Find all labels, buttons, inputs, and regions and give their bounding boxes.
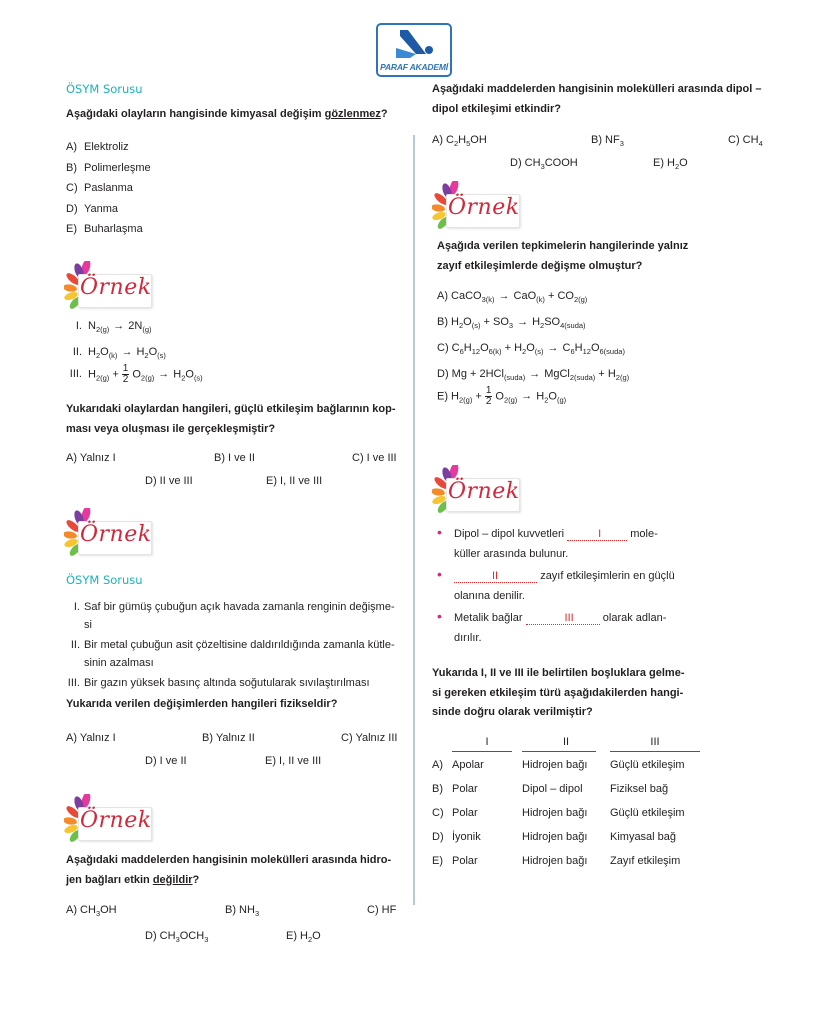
q5-option-d[interactable]: D) $CH_3COOH$ <box>510 157 578 171</box>
bullet-text: dırılır. <box>454 632 482 644</box>
q1-question-mark: ? <box>380 108 388 120</box>
statement-line: Bir gazın yüksek basınç altında soğutularak sıvılaştırılması <box>84 677 370 689</box>
ornek-badge <box>64 508 154 556</box>
row-letter: D) <box>432 831 444 843</box>
q6-question-line2: zayıf etkileşimlerde değişme olmuştur? <box>437 259 643 272</box>
option-letter: E) <box>437 390 448 403</box>
option-letter: B) <box>437 316 448 328</box>
q6-option-a[interactable]: A) CaCO$_{3(k)}$ → $CaO_{(k)} + CO_{2(g)}$ <box>437 290 588 304</box>
bullet-text: Metalik bağlar <box>454 612 523 624</box>
paraf-akademi-logo <box>376 23 452 77</box>
q6-option-b[interactable]: B) $H_2O_{(s)} + SO_3 \to H_2SO_{4(suda)}$ <box>437 316 586 330</box>
q3-statement-3 <box>66 674 401 692</box>
option-letter: E) <box>66 223 77 235</box>
option-letter: A) <box>437 290 448 302</box>
q2-option-d[interactable]: D) II ve III <box>145 475 193 487</box>
q3-option-c[interactable]: C) Yalnız III <box>341 732 398 744</box>
cell: Hidrojen bağı <box>522 855 588 867</box>
osym-sorusu-label: ÖSYM Sorusu <box>66 82 143 96</box>
bullet-text: küller arasında bulunur. <box>454 548 569 560</box>
cell: Hidrojen bağı <box>522 807 588 819</box>
bullet-icon: • <box>437 566 442 582</box>
q2-statement-2: II. $H_2O_{(k)} \to H_2O_{(s)}$ <box>66 346 166 358</box>
q4-option-a[interactable]: A) $CH_3OH$ <box>66 904 117 918</box>
bullet-text: Dipol – dipol kuvvetleri <box>454 528 565 540</box>
q2-question <box>66 400 395 439</box>
blank-III[interactable] <box>526 612 600 625</box>
option-letter: D) <box>437 368 449 380</box>
q4-question-line2 <box>66 871 398 891</box>
statement-line: Bir metal çubuğun asit çözeltisine daldırıldığında zamanla kütle- <box>84 639 395 651</box>
option-text: Buharlaşma <box>84 223 143 235</box>
row-letter: B) <box>432 783 443 795</box>
q4-question <box>66 851 398 890</box>
cell: Polar <box>452 807 478 819</box>
logo-text: PARAF AKADEMİ <box>380 62 448 72</box>
q7-answer-table <box>432 735 700 873</box>
bullet-text: mole- <box>630 528 658 540</box>
q2-question-line1: Yukarıdaki olaylardan hangileri, güçlü etkileşim bağlarının kop- <box>66 403 396 415</box>
column-divider <box>413 135 415 905</box>
table-row[interactable] <box>432 849 700 873</box>
bullet-text: olarak adlan- <box>602 612 667 624</box>
q3-option-b[interactable]: B) Yalnız II <box>202 732 255 744</box>
q2-statement-3: III. $H_{2(g)}$ + $\frac{1}{2}$ $O_{2(g)} \to H_2O_{(s)}$ <box>66 364 203 385</box>
q2-option-b[interactable]: B) I ve II <box>214 452 255 464</box>
option-letter: C) <box>437 342 449 354</box>
q4-option-c[interactable]: C) HF <box>367 904 397 916</box>
q6-option-c[interactable]: C) $C_6H_{12}O_{6(k)} + H_2O_{(s)} \to C_6H_{12}O_{6(suda)}$ <box>437 342 625 356</box>
row-letter: A) <box>432 759 443 771</box>
roman-numeral: III. <box>67 677 80 689</box>
option-text: Polimerleşme <box>84 161 151 174</box>
q1-question <box>66 105 388 125</box>
option-letter: D) <box>66 202 78 215</box>
table-row[interactable] <box>432 777 700 801</box>
blank-label: III <box>564 612 574 624</box>
statement-line: si <box>84 619 92 631</box>
q5-option-e[interactable]: E) $H_2O$ <box>653 157 688 171</box>
header-text: I <box>485 736 489 748</box>
blank-I[interactable] <box>567 528 627 541</box>
q4-underlined-word: değildir <box>152 873 193 886</box>
ornek-badge <box>432 181 522 229</box>
table-row[interactable] <box>432 753 700 777</box>
q3-statements <box>66 598 401 692</box>
q1-option-a[interactable] <box>66 137 151 158</box>
logo-arrow-icon <box>396 28 436 62</box>
q7-question-line1: Yukarıda I, II ve III ile belirtilen boşluklara gelme- <box>432 667 685 679</box>
q4-option-d[interactable]: D) $CH_3OCH_3$ <box>145 930 209 944</box>
ornek-title: Örnek <box>80 522 152 547</box>
q3-option-d[interactable]: D) I ve II <box>145 755 187 767</box>
ornek-badge <box>64 261 154 309</box>
blank-label: I <box>598 528 602 540</box>
row-letter: E) <box>432 855 443 867</box>
cell: İyonik <box>452 831 481 843</box>
q7-bullet-3 <box>437 608 702 648</box>
q3-option-e[interactable]: E) I, II ve III <box>265 755 322 767</box>
q1-option-c[interactable] <box>66 178 151 199</box>
q3-question: Yukarıda verilen değişimlerden hangileri fizikseldir? <box>66 698 338 710</box>
osym-sorusu-label: ÖSYM Sorusu <box>66 573 143 587</box>
q1-options <box>66 137 151 240</box>
cell: Hidrojen bağı <box>522 831 588 843</box>
col-header-I <box>452 735 522 753</box>
roman-numeral: III. <box>69 368 82 381</box>
statement-line: sinin azalması <box>84 657 154 669</box>
option-text: Yanma <box>84 202 119 215</box>
bullet-icon: • <box>437 608 442 624</box>
q5-question-line2: dipol etkileşimi etkindir? <box>432 102 561 115</box>
roman-numeral: II. <box>72 346 82 358</box>
q3-statement-1 <box>66 598 401 634</box>
ornek-title: Örnek <box>448 195 520 220</box>
ornek-title: Örnek <box>80 275 152 300</box>
q4-question-line1: Aşağıdaki maddelerden hangisinin molekülleri arasında hidro- <box>66 854 392 866</box>
roman-numeral: II. <box>70 639 80 651</box>
option-letter: A) <box>66 141 77 153</box>
header-text: II <box>562 736 570 748</box>
q7-bullet-2 <box>437 566 702 606</box>
q7-question-line2: si gereken etkileşim türü aşağıdakilerden hangi- <box>432 686 684 699</box>
q4-option-b[interactable]: B) $NH_3$ <box>225 904 260 918</box>
ornek-title: Örnek <box>448 479 520 504</box>
q4-option-e[interactable]: E) $H_2O$ <box>286 930 321 944</box>
option-letter: C) <box>66 182 78 194</box>
q5-option-c[interactable]: C) $CH_4$ <box>728 134 763 148</box>
cell: Hidrojen bağı <box>522 759 588 771</box>
cell: Polar <box>452 783 478 795</box>
bullet-text: zayıf etkileşimlerin en güçlü <box>540 570 675 582</box>
ornek-title: Örnek <box>80 808 152 833</box>
row-letter: C) <box>432 807 444 819</box>
cell: Fiziksel bağ <box>610 783 669 795</box>
cell: Güçlü etkileşim <box>610 807 685 819</box>
q3-statement-2 <box>66 636 401 672</box>
cell: Apolar <box>452 759 484 771</box>
table-row[interactable] <box>432 801 700 825</box>
ornek-badge <box>432 465 522 513</box>
q5-option-a[interactable]: A) $C_2H_5OH$ <box>432 134 487 148</box>
roman-numeral: I. <box>75 320 82 332</box>
header-text: III <box>650 736 660 748</box>
q1-option-e[interactable] <box>66 219 151 240</box>
cell: Kimyasal bağ <box>610 831 677 843</box>
table-header-row <box>432 735 700 753</box>
q1-question-text: Aşağıdaki olayların hangisinde kimyasal değişim <box>66 108 325 120</box>
col-header-II <box>522 735 610 753</box>
blank-II[interactable] <box>454 570 537 583</box>
q2-option-e[interactable]: E) I, II ve III <box>266 475 323 487</box>
q5-question-line1: Aşağıdaki maddelerden hangisinin molekülleri arasında dipol – <box>432 83 762 95</box>
cell: Güçlü etkileşim <box>610 759 685 771</box>
q4-text: jen bağları etkin <box>66 873 153 886</box>
q6-option-e[interactable]: E) $H_{2(g)}$ + $\frac{1}{2}$ $O_{2(g)} \to H_2O_{(g)}$ <box>437 385 567 407</box>
option-letter: B) <box>66 161 77 174</box>
bullet-icon: • <box>437 524 442 540</box>
option-text: Paslanma <box>84 182 133 194</box>
q2-option-c[interactable]: C) I ve III <box>352 452 397 464</box>
q2-statement-1: I. $N_{2(g)} \to 2N_{(g)}$ <box>66 320 152 332</box>
q2-question-line2: ması veya oluşması ile gerçekleşmiştir? <box>66 422 276 435</box>
table-row[interactable] <box>432 825 700 849</box>
q6-question-line1: Aşağıda verilen tepkimelerin hangilerinde yalnız <box>437 240 689 252</box>
ornek-badge <box>64 794 154 842</box>
q7-question <box>432 664 684 723</box>
cell: Polar <box>452 855 478 867</box>
q5-option-b[interactable]: B) $NF_3$ <box>591 134 624 148</box>
q7-question-line3: sinde doğru olarak verilmiştir? <box>432 706 593 718</box>
q1-underlined-word: gözlenmez <box>324 108 381 120</box>
option-text: Elektroliz <box>84 141 129 153</box>
col-header-III <box>610 735 700 753</box>
q1-option-b[interactable] <box>66 158 151 179</box>
blank-label: II <box>492 570 499 582</box>
roman-numeral: I. <box>73 601 80 613</box>
q2-option-a[interactable]: A) Yalnız I <box>66 452 116 464</box>
q5-question <box>432 80 761 119</box>
q1-option-d[interactable] <box>66 199 151 220</box>
cell: Zayıf etkileşim <box>610 855 681 867</box>
q6-question <box>437 237 688 276</box>
q3-option-a[interactable]: A) Yalnız I <box>66 732 116 744</box>
q7-bullet-1 <box>437 524 702 564</box>
cell: Dipol – dipol <box>522 783 583 795</box>
q4-question-mark: ? <box>192 873 200 886</box>
statement-line: Saf bir gümüş çubuğun açık havada zamanla renginin değişme- <box>84 601 395 613</box>
bullet-text: olanına denilir. <box>454 590 525 602</box>
q6-option-d[interactable]: D) Mg + 2HCl$_{(suda)}$ → MgCl$_{2(suda)}$ + $H_{2(g)}$ <box>437 368 630 382</box>
